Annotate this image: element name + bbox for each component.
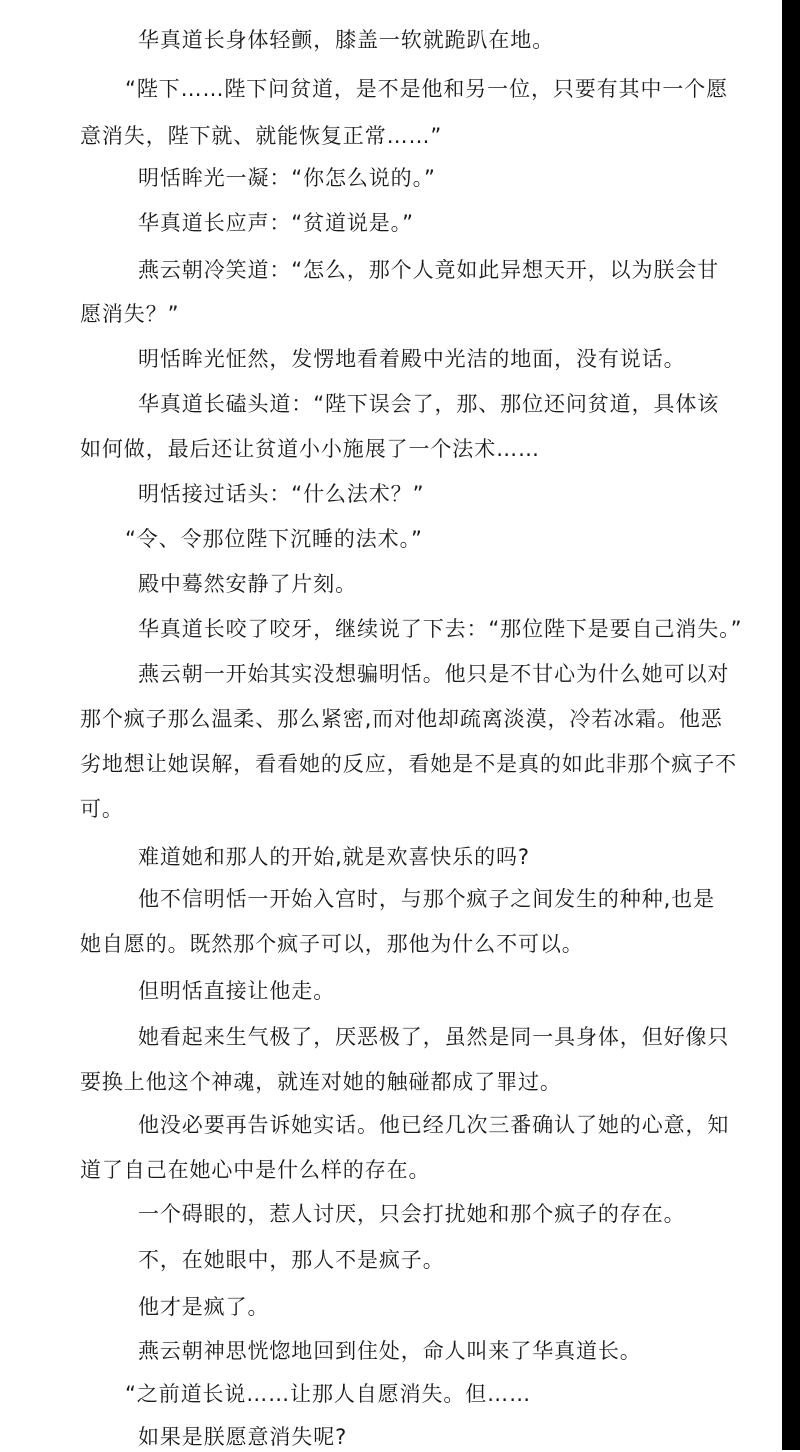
text-line: 明恬眸光一凝：“你怎么说的。”	[138, 166, 436, 190]
text-line: 殿中蓦然安静了片刻。	[138, 572, 357, 596]
text-line: 明恬接过话头：“什么法术？”	[138, 482, 425, 506]
text-line: 愿消失？”	[80, 302, 180, 326]
text-line: 她自愿的。既然那个疯子可以，那他为什么不可以。	[80, 932, 584, 956]
text-line: 华真道长应声：“贫道说是。”	[138, 211, 414, 235]
text-line: 燕云朝神思恍惚地回到住处，命人叫来了华真道长。	[138, 1339, 642, 1363]
text-line: 燕云朝冷笑道：“怎么，那个人竟如此异想天开，以为朕会甘	[138, 258, 720, 282]
text-line: “令、令那位陛下沉睡的法术。”	[125, 527, 423, 551]
text-line: “之前道长说……让那人自愿消失。但……	[125, 1382, 531, 1406]
text-line: 他不信明恬一开始入宫时，与那个疯子之间发生的种种,也是	[138, 887, 715, 911]
text-line: 华真道长咬了咬牙，继续说了下去：“那位陛下是要自己消失。”	[138, 617, 743, 641]
text-line: 那个疯子那么温柔、那么紧密,而对他却疏离淡漠，冷若冰霜。他恶	[80, 707, 723, 731]
text-line: 华真道长身体轻颤，膝盖一软就跪趴在地。	[138, 28, 555, 52]
text-line: 他才是疯了。	[138, 1295, 270, 1319]
text-line: 如果是朕愿意消失呢?	[138, 1425, 348, 1449]
text-line: 华真道长磕头道：“陛下误会了，那、那位还问贫道，具体该	[138, 392, 720, 416]
text-line: 劣地想让她误解，看看她的反应，看她是不是真的如此非那个疯子不	[80, 752, 737, 776]
text-line: 他没必要再告诉她实话。他已经几次三番确认了她的心意，知	[138, 1113, 730, 1137]
text-line: 意消失，陛下就、就能恢复正常……”	[80, 124, 443, 148]
text-line: 可。	[80, 797, 124, 821]
text-line: 她看起来生气极了，厌恶极了，虽然是同一具身体，但好像只	[138, 1025, 730, 1049]
text-line: 燕云朝一开始其实没想骗明恬。他只是不甘心为什么她可以对	[138, 662, 730, 686]
text-line: 道了自己在她心中是什么样的存在。	[80, 1158, 431, 1182]
text-line: 不，在她眼中，那人不是疯子。	[138, 1248, 445, 1272]
text-line: 一个碍眼的，惹人讨厌，只会打扰她和那个疯子的存在。	[138, 1202, 686, 1226]
text-line: “陛下……陛下问贫道，是不是他和另一位，只要有其中一个愿	[125, 77, 729, 101]
text-line: 但明恬直接让他走。	[138, 979, 336, 1003]
text-line: 要换上他这个神魂，就连对她的触碰都成了罪过。	[80, 1070, 562, 1094]
screen-edge-bar	[782, 0, 800, 1450]
text-line: 如何做，最后还让贫道小小施展了一个法术……	[80, 437, 540, 461]
text-line: 难道她和那人的开始,就是欢喜快乐的吗?	[138, 845, 530, 869]
text-line: 明恬眸光怔然，发愣地看着殿中光洁的地面，没有说话。	[138, 347, 686, 371]
